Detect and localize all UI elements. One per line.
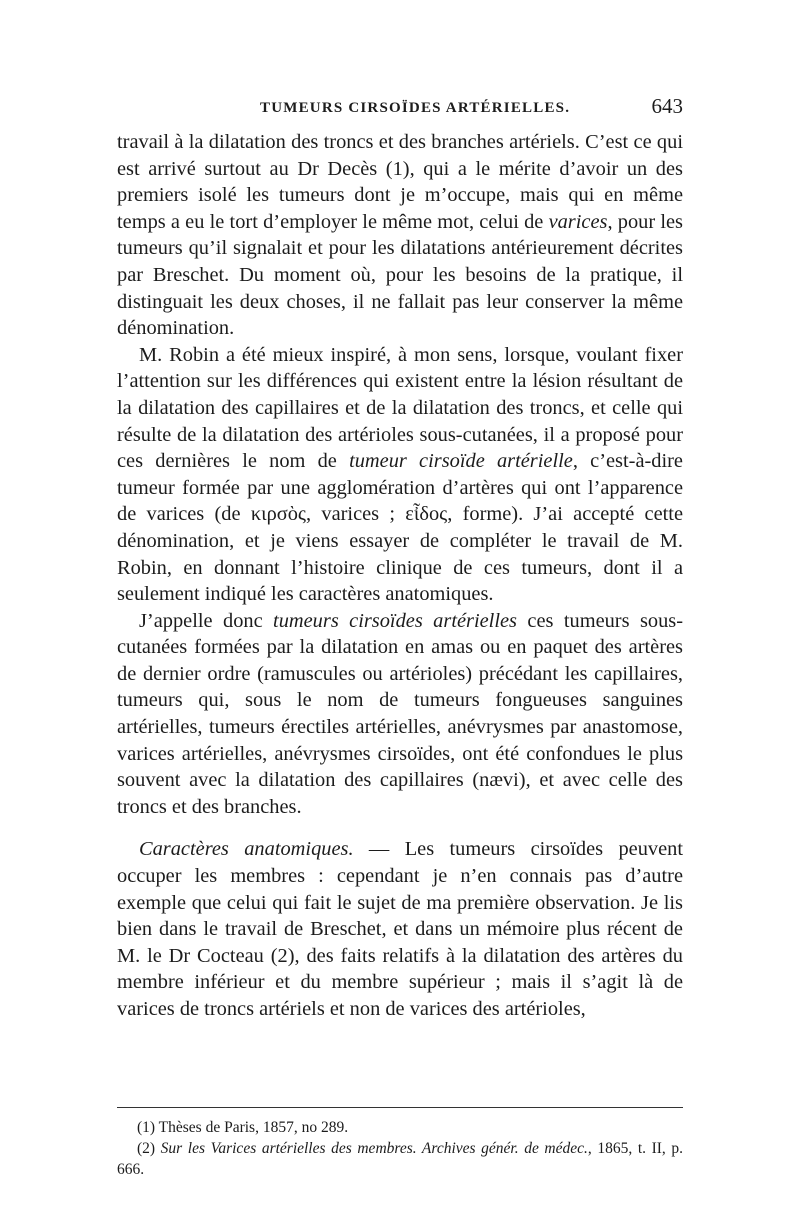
body-text	[117, 129, 683, 1023]
running-title: TUMEURS CIRSOÏDES ARTÉRIELLES.	[260, 100, 571, 116]
paragraph-4-text: — Les tumeurs cirsoïdes peuvent occuper les membres : cependant je n’en connais pas d’autre exemple que celui qui fait le sujet de ma première observation. Je lis bien dans le travail de Breschet, et dans un mémoire plus récent de M. le Dr Cocteau (2), des faits relatifs à la dilatation des artères du membre inférieur et du membre supérieur ; mais il s’agit là de varices de troncs artériels et non de varices des artérioles,	[117, 838, 683, 1020]
paragraph-2-italic: tumeur cirsoïde artérielle	[349, 450, 573, 473]
paragraph-2-text-b: , c’est-à-dire tumeur formée par une agglomération d’artères qui ont l’apparence de varices (de κιρσὸς, varices ; εἶδος, forme). J’ai accepté cette dénomination, et je viens essayer de compléter le travail de M. Robin, en donnant l’histoire clinique de ces tumeurs, dont il a seulement indiqué les caractères anatomiques.	[117, 450, 683, 606]
paragraph-3-italic: tumeurs cirsoïdes artérielles	[273, 609, 517, 632]
footnote-2	[117, 1138, 683, 1180]
paragraph-1-italic: varices	[548, 210, 608, 233]
section-heading-italic: Caractères anatomiques.	[139, 838, 354, 861]
paragraph-2-text-a: M. Robin a été mieux inspiré, à mon sens, lorsque, voulant fixer l’attention sur les différences qui existent entre la lésion résultant de la dilatation des capillaires et de la dilatation des troncs, et celle qui résulte de la dilatation des artérioles sous-cutanées, il a proposé pour ces dernières le nom de	[117, 343, 683, 473]
footnote-2-suffix: , 1865, t. II, p. 666.	[117, 1140, 683, 1178]
paragraph-1	[117, 129, 683, 342]
paragraph-3-text-a: J’appelle donc	[139, 609, 274, 632]
paragraph-2	[117, 342, 683, 608]
paragraph-4	[117, 836, 683, 1022]
footnote-1: (1) Thèses de Paris, 1857, no 289.	[137, 1119, 349, 1136]
footnote-2-italic: Sur les Varices artérielles des membres. Archives génér. de médec.	[160, 1140, 588, 1157]
footnote-separator	[117, 1107, 683, 1108]
paragraph-3-text-b: ces tumeurs sous-cutanées formées par la dilatation en amas ou en paquet des artères de dernier ordre (ramuscules ou artérioles) précédant les capillaires, tumeurs qui, sous le nom de tumeurs fongueuses sanguines artérielles, tumeurs érectiles artérielles, anévrysmes par anastomose, varices artérielles, anévrysmes cirsoïdes, ont été confondues le plus souvent avec la dilatation des capillaires (nævi), et avec celle des troncs et des branches.	[117, 609, 683, 818]
footnote-2-prefix: (2)	[137, 1140, 161, 1157]
page-header	[117, 96, 683, 124]
page-number: 643	[651, 94, 683, 118]
footnotes	[117, 1117, 683, 1180]
paragraph-1-text-b: , pour les tumeurs qu’il signalait et pour les dilatations antérieurement décrites par Breschet. Du moment où, pour les besoins de la pratique, il distinguait les deux choses, il ne fallait pas leur conserver la même dénomination.	[117, 210, 683, 340]
paragraph-1-text-a: travail à la dilatation des troncs et des branches artériels. C’est ce qui est arrivé surtout au Dr Decès (1), qui a le mérite d’avoir un des premiers isolé les tumeurs dont je m’occupe, mais qui en même temps a eu le tort d’employer le même mot, celui de	[117, 131, 683, 233]
paragraph-3	[117, 608, 683, 821]
